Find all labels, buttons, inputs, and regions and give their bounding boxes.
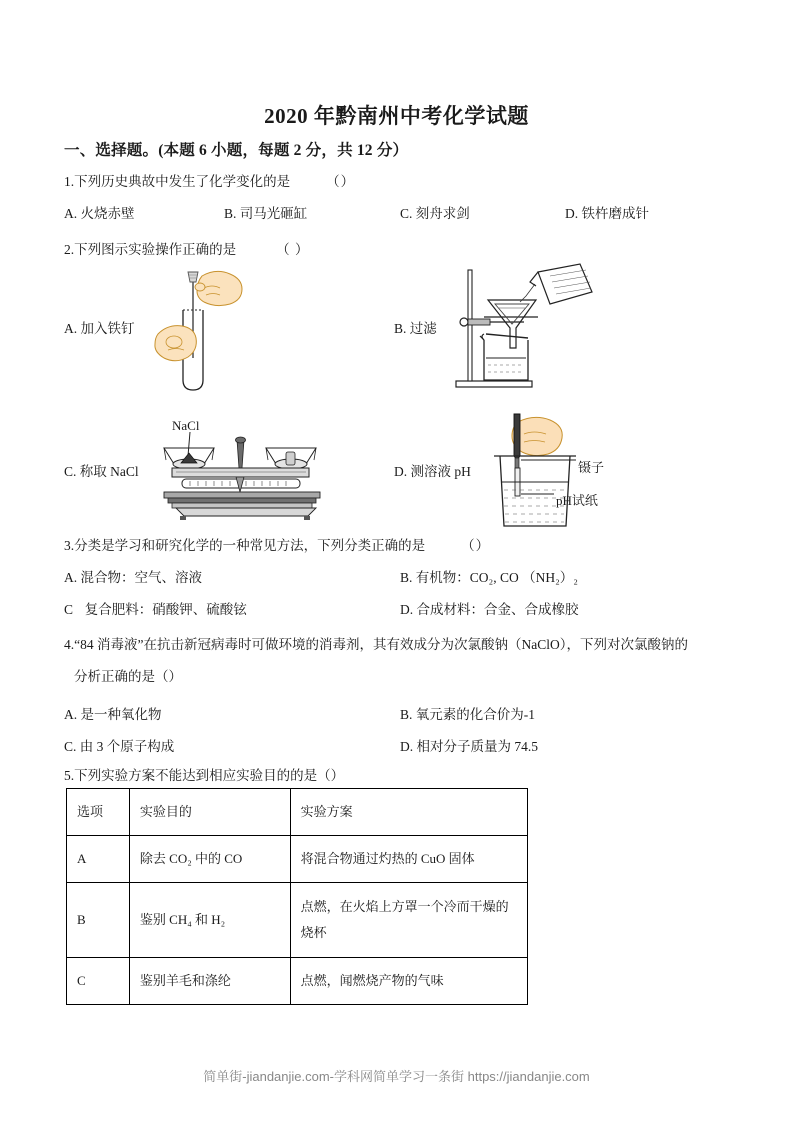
question-1-option-c[interactable]: [400, 202, 470, 222]
table-header-row: [67, 789, 528, 836]
option-letter: B.: [400, 570, 413, 585]
option-text: 称取 NaCl: [79, 464, 139, 479]
option-letter: D.: [400, 602, 414, 617]
section-heading: 一、选择题。(本题 6 小题，每题 2 分，共 12 分）: [64, 142, 409, 159]
table-header-purpose: 实验目的: [129, 789, 290, 836]
option-text: 混合物：空气、溶液: [80, 570, 202, 585]
option-letter: A.: [64, 206, 78, 221]
question-1-number: 1.: [64, 174, 75, 189]
option-letter: D.: [394, 464, 408, 479]
figure-weigh-nacl-balance: [158, 430, 338, 520]
question-3-number: 3.: [64, 538, 75, 553]
option-text: 复合肥料：硝酸钾、硫酸铉: [84, 602, 247, 617]
footer-watermark: 简单街-jiandanjie.com-学科网简单学习一条街 https://jiandanjie.com: [203, 1069, 590, 1084]
question-4-option-b[interactable]: [400, 703, 535, 723]
option-text: 氧元素的化合价为-1: [415, 707, 536, 722]
experiment-plan-table: [66, 788, 528, 1005]
option-text: 相对分子质量为 74.5: [416, 739, 538, 754]
question-1-option-a[interactable]: [64, 202, 135, 222]
option-text: 由 3 个原子构成: [79, 739, 175, 754]
option-letter: B.: [394, 321, 407, 336]
option-letter: A.: [64, 707, 78, 722]
table-row[interactable]: [67, 836, 528, 883]
question-1-stem: [64, 172, 355, 192]
table-header-plan: 实验方案: [290, 789, 527, 836]
table-cell-plan: 点燃，在火焰上方罩一个冷而干燥的烧杯: [290, 883, 527, 958]
figure-add-iron-nail: [150, 262, 290, 394]
question-2-option-a[interactable]: [64, 317, 135, 337]
question-2-option-d[interactable]: [394, 460, 471, 480]
question-1-text: 下列历史典故中发生了化学变化的是: [74, 174, 291, 189]
option-text: 加入铁钉: [80, 321, 135, 336]
option-letter: A.: [64, 321, 78, 336]
question-5-stem: [64, 766, 344, 786]
option-letter: C.: [64, 739, 77, 754]
table-header-option: 选项: [67, 789, 130, 836]
option-text: 刻舟求剑: [415, 206, 470, 221]
option-text: 测溶液 pH: [410, 464, 471, 479]
question-2-blank: （ ）: [276, 242, 310, 257]
question-3-stem: [64, 536, 490, 556]
question-3-option-c[interactable]: [64, 598, 247, 618]
question-1-option-d[interactable]: [565, 202, 649, 222]
question-4-stem-line-1: [64, 635, 688, 655]
table-cell-purpose: 除去 CO₂ 中的 CO: [129, 836, 290, 883]
question-4-number: 4.: [64, 637, 75, 652]
question-4-stem-line-2: [74, 667, 182, 687]
table-cell-purpose: 鉴别 CH₄ 和 H₂: [129, 883, 290, 958]
option-letter: B.: [400, 707, 413, 722]
option-text: 是一种氧化物: [80, 707, 162, 722]
table-cell-plan: 将混合物通过灼热的 CuO 固体: [290, 836, 527, 883]
figure-filtration: [440, 262, 610, 394]
table-cell-option: A: [67, 836, 130, 883]
table-cell-purpose: 鉴别羊毛和涤纶: [129, 958, 290, 1005]
option-text: 过滤: [409, 321, 437, 336]
table-cell-plan: 点燃，闻燃烧产物的气味: [290, 958, 527, 1005]
option-letter: D.: [400, 739, 414, 754]
question-3-text: 分类是学习和研究化学的一种常见方法，下列分类正确的是: [74, 538, 426, 553]
question-2-text: 下列图示实验操作正确的是: [74, 242, 237, 257]
option-text: 铁杵磨成针: [581, 206, 649, 221]
question-4-option-d[interactable]: [400, 735, 538, 755]
table-cell-option: C: [67, 958, 130, 1005]
option-letter: A.: [64, 570, 78, 585]
question-4-text-1: “84 消毒液”在抗击新冠病毒时可做环境的消毒剂，其有效成分为次氯酸钠（NaClO），下列对次氯酸钠的: [74, 637, 688, 652]
figure-label-nacl: NaCl: [172, 418, 200, 433]
question-4-option-c[interactable]: [64, 735, 174, 755]
option-text: 有机物：CO₂, CO （NH₂）₂: [415, 570, 579, 585]
figure-label-ph-paper: pH试纸: [556, 493, 598, 508]
page-title: 2020 年黔南州中考化学试题: [264, 104, 529, 128]
option-letter: C.: [400, 206, 413, 221]
figure-measure-ph: [490, 412, 640, 532]
option-letter: B.: [224, 206, 237, 221]
question-3-option-d[interactable]: [400, 598, 579, 618]
table-cell-option: B: [67, 883, 130, 958]
question-2-option-b[interactable]: [394, 317, 437, 337]
question-2-option-c[interactable]: [64, 460, 139, 480]
option-letter: C.: [64, 464, 77, 479]
question-2-stem: [64, 240, 310, 260]
question-4-text-2: 分析正确的是（）: [74, 669, 182, 684]
question-1-blank: （）: [326, 174, 356, 189]
figure-label-tweezers: 镊子: [578, 460, 605, 475]
option-text: 火烧赤壁: [80, 206, 135, 221]
option-text: 司马光砸缸: [239, 206, 308, 221]
option-letter: C: [64, 602, 74, 617]
question-3-option-b[interactable]: [400, 566, 578, 586]
question-5-number: 5.: [64, 768, 75, 783]
question-3-blank: （）: [461, 538, 491, 553]
table-row[interactable]: [67, 883, 528, 958]
table-row[interactable]: [67, 958, 528, 1005]
question-2-number: 2.: [64, 242, 75, 257]
option-text: 合成材料：合金、合成橡胶: [416, 602, 579, 617]
question-3-option-a[interactable]: [64, 566, 202, 586]
question-1-option-b[interactable]: [224, 202, 307, 222]
question-5-text: 下列实验方案不能达到相应实验目的的是（）: [74, 768, 345, 783]
question-4-option-a[interactable]: [64, 703, 162, 723]
option-letter: D.: [565, 206, 579, 221]
